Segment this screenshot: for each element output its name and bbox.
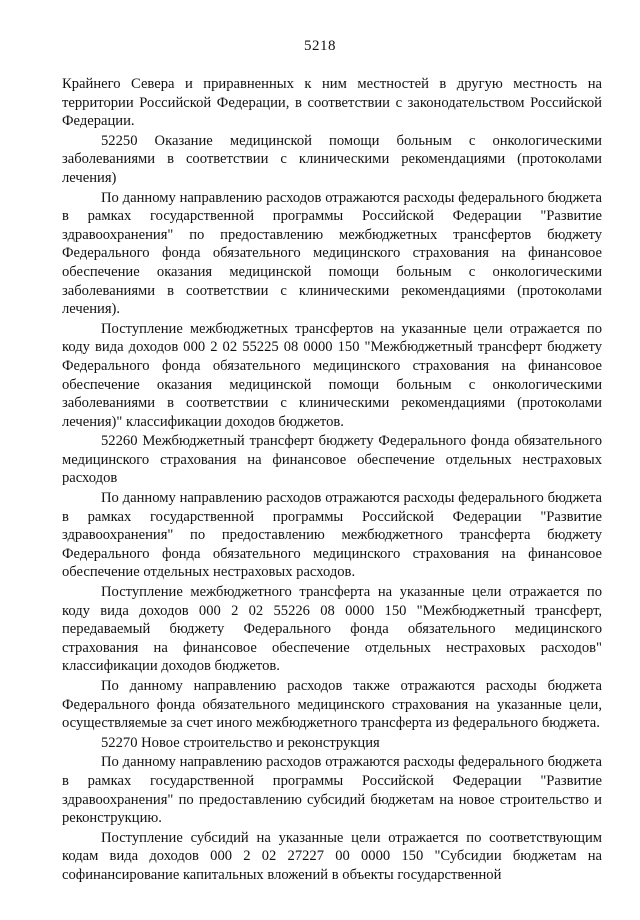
section-heading-52260: 52260 Межбюджетный трансферт бюджету Федерального фонда обязательного медицинского страхования на финансовое обеспечение отдельных нестраховых расходов xyxy=(62,433,602,487)
paragraph: По данному направлению расходов отражаются расходы федерального бюджета в рамках государственной программы Российской Федерации "Развитие здравоохранения" по предоставлению межбюджетного трансферта бюджету Федерального фонда обязательного медицинского страхования на финансовое обеспечение отдельных нестраховых расходов. xyxy=(62,490,602,581)
page-number: 5218 xyxy=(304,38,336,54)
section-heading-52250: 52250 Оказание медицинской помощи больным с онкологическими заболеваниями в соответствии с клиническими рекомендациями (протоколами лечения) xyxy=(62,132,602,186)
paragraph: По данному направлению расходов отражаются расходы федерального бюджета в рамках государственной программы Российской Федерации "Развитие здравоохранения" по предоставлению межбюджетных трансфертов бюджету Федерального фонда обязательного медицинского страхования на финансовое обеспечение оказания медицинской помощи больным с онкологическими заболеваниями в соответствии с клиническими рекомендациями (протоколами лечения). xyxy=(62,189,602,318)
paragraph: По данному направлению расходов отражаются расходы федерального бюджета в рамках государственной программы Российской Федерации "Развитие здравоохранения" по предоставлению субсидий бюджетам на новое строительство и реконструкцию. xyxy=(62,754,602,827)
paragraph: По данному направлению расходов также отражаются расходы бюджета Федерального фонда обязательного медицинского страхования на указанные цели, осуществляемые за счет иного межбюджетного трансферта из федерального бюджета. xyxy=(62,678,602,732)
paragraph: Поступление межбюджетного трансферта на указанные цели отражается по коду вида доходов 000 2 02 55226 08 0000 150 "Межбюджетный трансферт, передаваемый бюджету Федерального фонда обязательного медицинского страхования на финансовое обеспечение отдельных нестраховых расходов" классификации доходов бюджетов. xyxy=(62,584,602,675)
paragraph-continuation: Крайнего Севера и приравненных к ним местностей в другую местность на территории Российской Федерации, в соответствии с законодательством Российской Федерации. xyxy=(62,76,602,130)
document-body xyxy=(62,75,602,885)
section-heading-52270: 52270 Новое строительство и реконструкция xyxy=(101,734,380,751)
paragraph: Поступление межбюджетных трансфертов на указанные цели отражается по коду вида доходов 000 2 02 55225 08 0000 150 "Межбюджетный трансферт бюджету Федерального фонда обязательного медицинского страхования на финансовое обеспечение оказания медицинской помощи больным с онкологическими заболеваниями в соответствии с клиническими рекомендациями (протоколами лечения)" классификации доходов бюджетов. xyxy=(62,320,602,430)
paragraph: Поступление субсидий на указанные цели отражается по соответствующим кодам вида доходов 000 2 02 27227 00 0000 150 "Субсидии бюджетам на софинансирование капитальных вложений в объекты государственной xyxy=(62,829,602,883)
